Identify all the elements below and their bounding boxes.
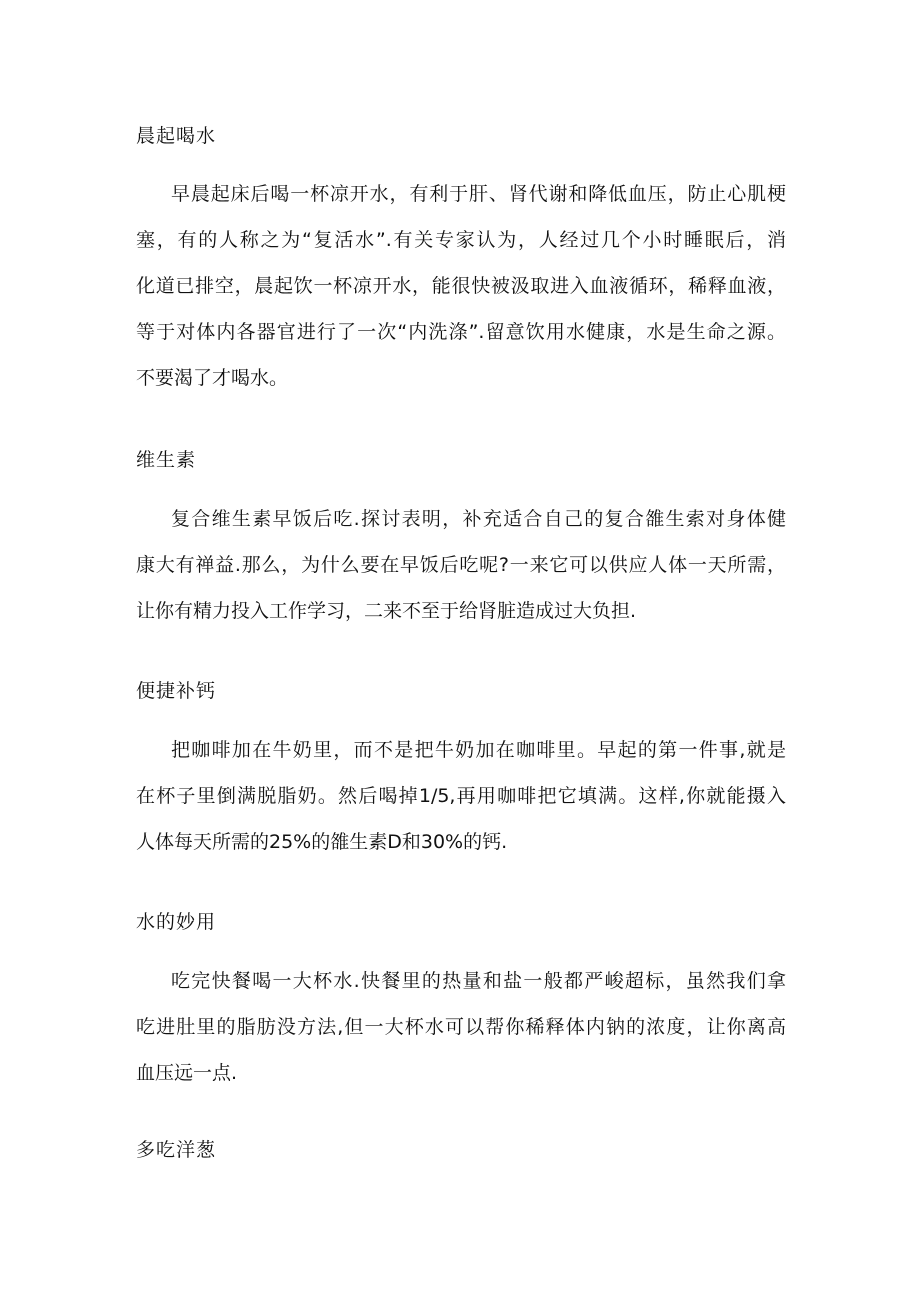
paragraph-line: 吃进肚里的脂肪没方法,但一大杯水可以帮你稀释体内钠的浓度，让你离高 — [136, 1016, 786, 1038]
section-heading-morning-water: 晨起喝水 — [136, 125, 217, 147]
paragraph-line: 血压远一点. — [136, 1062, 238, 1084]
paragraph-line: 等于对体内各器官进行了一次“内洗涤”.留意饮用水健康，水是生命之源。 — [136, 321, 786, 343]
paragraph-line: 早晨起床后喝一杯凉开水，有利于肝、肾代谢和降低血压，防止心肌梗 — [171, 183, 786, 205]
section-heading-onion: 多吃洋葱 — [136, 1139, 217, 1161]
paragraph-line: 吃完快餐喝一大杯水.快餐里的热量和盐一般都严峻超标，虽然我们拿 — [171, 970, 786, 992]
section-paragraph-water-use — [136, 958, 786, 1096]
section-paragraph-morning-water — [136, 171, 786, 401]
paragraph-line: 不要渴了才喝水。 — [136, 367, 289, 389]
section-heading-vitamin: 维生素 — [136, 449, 197, 471]
section-paragraph-calcium — [136, 727, 786, 865]
paragraph-line: 康大有禅益.那么，为什么要在早饭后吃呢?一来它可以供应人体一天所需， — [136, 554, 786, 576]
section-paragraph-vitamin — [136, 496, 786, 634]
paragraph-line: 让你有精力投入工作学习，二来不至于给肾脏造成过大负担. — [136, 600, 637, 622]
paragraph-line: 复合维生素早饭后吃.探讨表明，补充适合自己的复合雒生索对身体健 — [171, 508, 786, 530]
paragraph-line: 化道已排空，晨起饮一杯凉开水，能很快被汲取进入血液循环，稀释血液， — [136, 275, 786, 297]
section-heading-calcium: 便捷补钙 — [136, 680, 217, 702]
paragraph-line: 人体每天所需的25%的雒生素D和30%的钙. — [136, 831, 508, 853]
section-heading-water-use: 水的妙用 — [136, 911, 217, 933]
paragraph-line: 在杯子里倒满脱脂奶。然后喝掉1/5,再用咖啡把它填满。这样,你就能摄入 — [136, 785, 786, 807]
paragraph-line: 塞，有的人称之为“复活水”.有关专家认为，人经过几个小时睡眠后，消 — [136, 229, 786, 251]
paragraph-line: 把咖啡加在牛奶里，而不是把牛奶加在咖啡里。早起的第一件事,就是 — [171, 739, 786, 761]
